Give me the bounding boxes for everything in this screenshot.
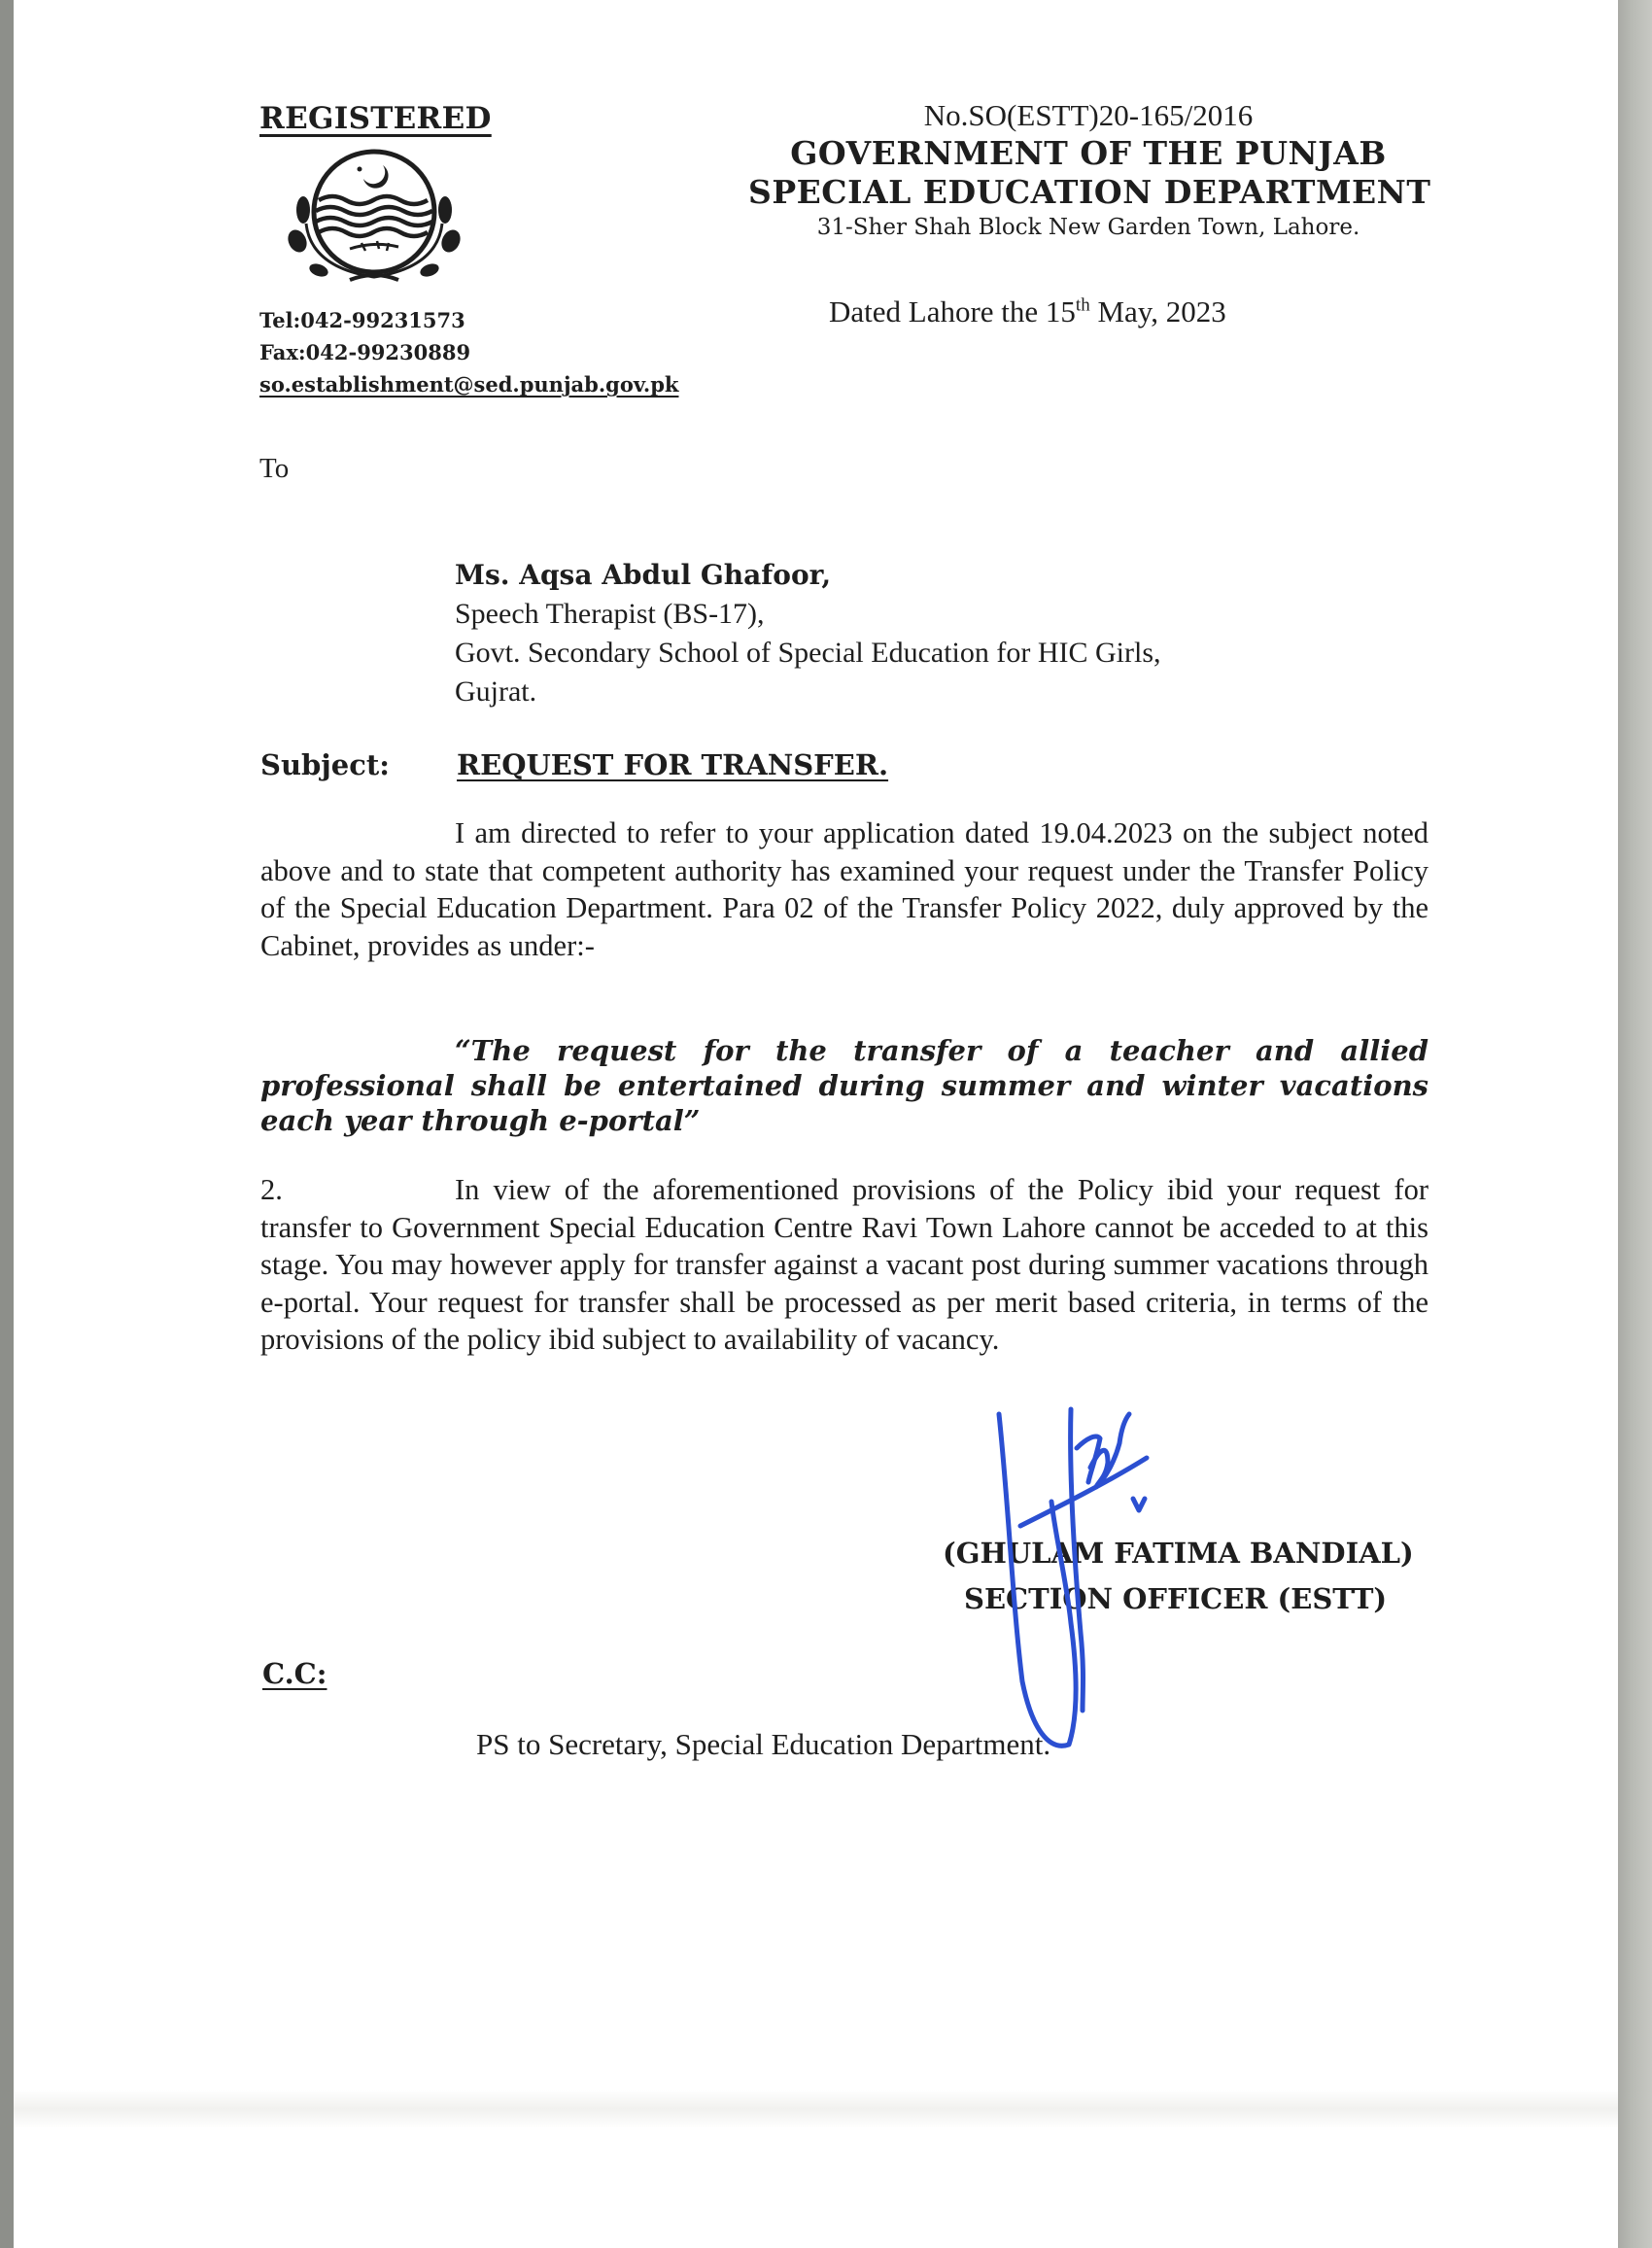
- government-title: GOVERNMENT OF THE PUNJAB: [790, 134, 1387, 172]
- para1-text: I am directed to refer to your application dated 19.04.2023 on the subject noted above and to state that competent authority has examined your request under the Transfer Policy of the Special Education Department. Para 02 of the Transfer Policy 2022, duly approved by the Cabinet, provides as under:-: [260, 816, 1428, 962]
- signatory-name: (GHULAM FATIMA BANDIAL): [943, 1537, 1414, 1570]
- department-title: SPECIAL EDUCATION DEPARTMENT: [748, 173, 1431, 211]
- body-paragraph-2: [260, 1171, 1428, 1359]
- fax: Fax:042-99230889: [259, 340, 471, 364]
- para2-text: In view of the aforementioned provisions of the Policy ibid your request for transfer to Government Special Education Centre Ravi Town Lahore cannot be acceded to at this stage. You may however apply for transfer against a vacant post during summer vacations through e-portal. Your request for transfer shall be processed as per merit based criteria, in terms of the provisions of the policy ibid subject to availability of vacancy.: [260, 1173, 1428, 1357]
- cc-recipient: PS to Secretary, Special Education Department.: [476, 1727, 1051, 1761]
- subject-text: REQUEST FOR TRANSFER.: [457, 748, 889, 781]
- department-address: 31-Sher Shah Block New Garden Town, Lahore.: [816, 215, 1360, 240]
- recipient-designation: Speech Therapist (BS-17),: [455, 598, 765, 630]
- recipient-institution: Govt. Secondary School of Special Education for HIC Girls,: [455, 637, 1161, 669]
- addressee-block: [455, 556, 1161, 711]
- email-link[interactable]: so.establishment@sed.punjab.gov.pk: [259, 372, 679, 397]
- contact-block: [259, 304, 678, 400]
- scan-smudge: [14, 2090, 1618, 2128]
- punjab-emblem-icon: [282, 146, 466, 287]
- date-suffix: May, 2023: [1089, 294, 1226, 329]
- telephone: Tel:042-99231573: [259, 308, 465, 332]
- registered-label: REGISTERED: [259, 101, 492, 136]
- scan-border-left: [0, 0, 14, 2248]
- handwritten-signature-icon: [962, 1390, 1234, 1779]
- recipient-name: Ms. Aqsa Abdul Ghafoor,: [455, 559, 832, 591]
- signatory-title: SECTION OFFICER (ESTT): [964, 1582, 1388, 1615]
- reference-number: No.SO(ESTT)20-165/2016: [923, 98, 1254, 132]
- recipient-city: Gujrat.: [455, 675, 537, 708]
- date-ordinal: th: [1075, 294, 1090, 316]
- para2-number: 2.: [260, 1173, 283, 1206]
- body-paragraph-1: [260, 814, 1428, 964]
- cc-label: C.C:: [262, 1657, 327, 1690]
- quote-text: “The request for the transfer of a teacher and allied professional shall be entertained during summer and winter vacations each year through e-portal”: [260, 1034, 1428, 1137]
- subject-label: Subject:: [260, 748, 391, 781]
- scan-border-right: [1618, 0, 1652, 2248]
- policy-quote: [260, 1033, 1428, 1138]
- letter-date: [829, 294, 1226, 329]
- date-prefix: Dated Lahore the 15: [829, 294, 1076, 329]
- to-label: To: [259, 453, 290, 484]
- letterhead-header: [748, 97, 1431, 243]
